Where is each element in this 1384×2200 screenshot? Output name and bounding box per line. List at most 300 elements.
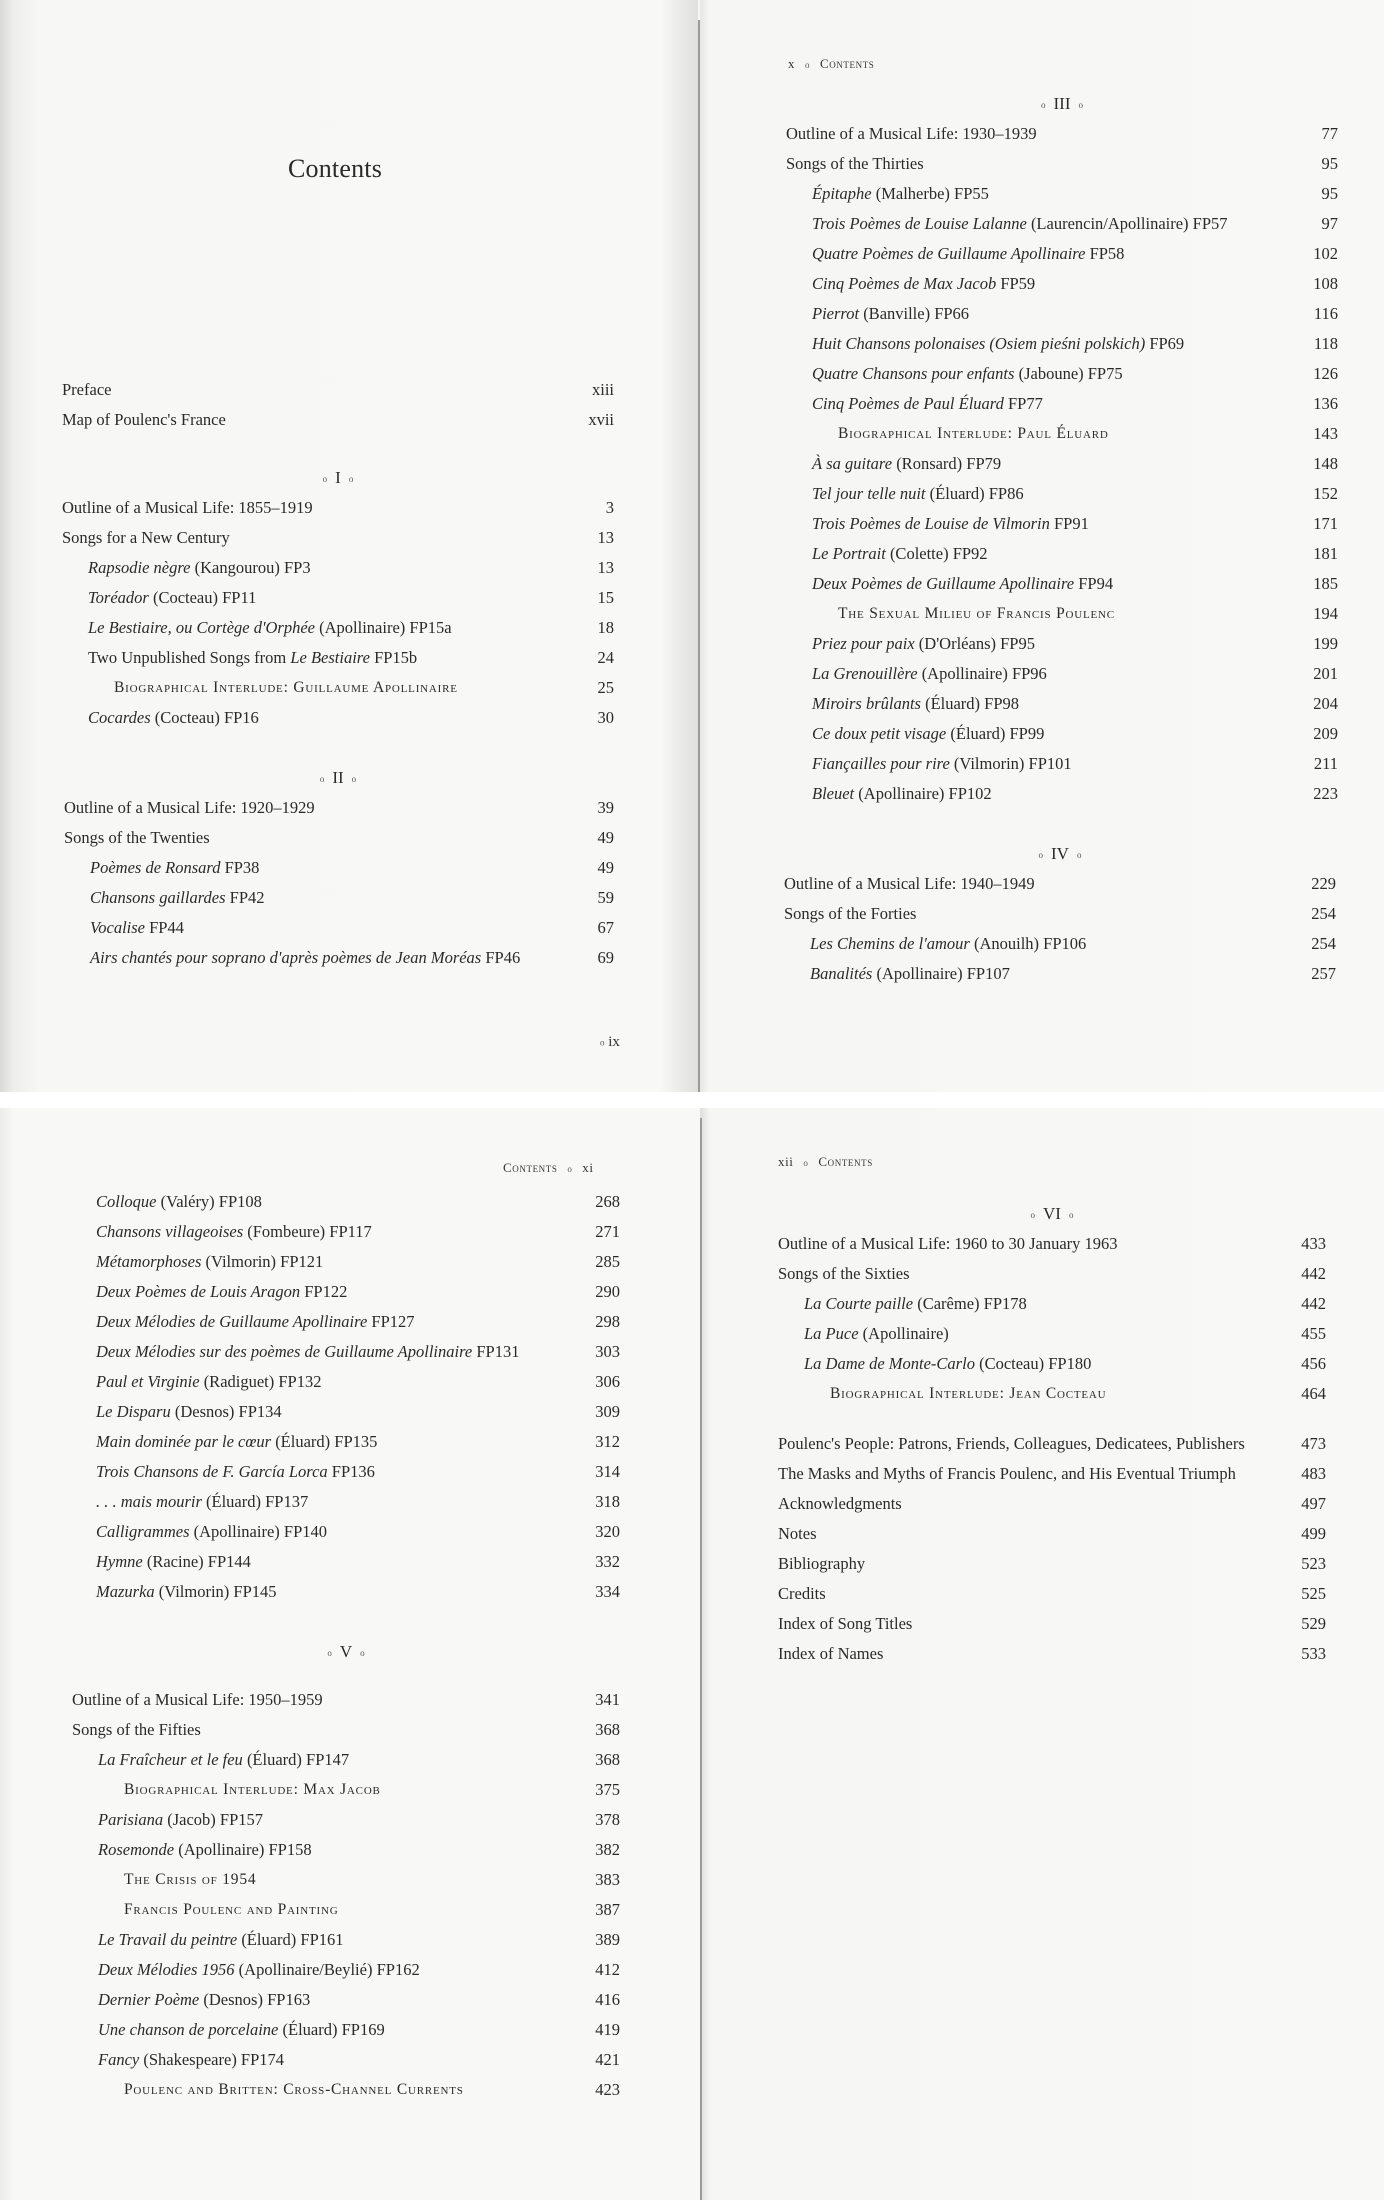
toc-entry-page-number: 318 (595, 1492, 620, 1511)
running-head-label: Contents (503, 1160, 558, 1175)
toc-entry-work-title: Cinq Poèmes de Paul Éluard (812, 394, 1004, 413)
toc-entry-title (62, 526, 230, 550)
toc-entry-work-title: Fiançailles pour rire (812, 754, 950, 773)
toc-entry-title (804, 1352, 1091, 1376)
toc-entry-page-number: 268 (595, 1192, 620, 1211)
toc-entry-title (96, 1400, 282, 1424)
toc-entry-title (812, 242, 1124, 266)
toc-song-entry (72, 1988, 620, 2012)
toc-entry-title-text: Outline of a Musical Life: 1950–1959 (72, 1690, 323, 1709)
toc-entry-title (812, 362, 1123, 386)
toc-entry-title-detail: (Laurencin/Apollinaire) FP57 (1026, 214, 1228, 233)
toc-song-entry (786, 752, 1338, 776)
toc-entry-work-title: Huit Chansons polonaises (Osiem pieśni polskich) (812, 334, 1146, 353)
toc-entry-page-number: 211 (1313, 754, 1338, 773)
toc-entry-work-title: Trois Poèmes de Louise Lalanne (812, 214, 1027, 233)
toc-entry (64, 826, 614, 850)
toc-entry-title (812, 632, 1035, 656)
toc-entry-page-number: 309 (595, 1402, 620, 1421)
toc-entry-title-detail: (Racine) FP144 (142, 1552, 251, 1571)
toc-entry-work-title: Deux Poèmes de Guillaume Apollinaire (812, 574, 1075, 593)
toc-song-entry (786, 392, 1338, 416)
toc-entry-page-number: 152 (1313, 484, 1338, 503)
toc-entry-title-detail: (Kangourou) FP3 (190, 558, 311, 577)
toc-entry-work-title: Le Disparu (96, 1402, 171, 1421)
toc-entry-title (96, 1280, 347, 1304)
toc-song-entry (778, 1322, 1326, 1346)
toc-song-entry (786, 332, 1338, 356)
toc-song-entry (786, 482, 1338, 506)
toc-entry-page-number: 209 (1313, 724, 1338, 743)
toc-entry-title-detail: (Malherbe) FP55 (871, 184, 989, 203)
toc-entry-page-number: 525 (1301, 1584, 1326, 1603)
gutter-line (698, 20, 700, 1092)
toc-entry-work-title: Deux Mélodies sur des poèmes de Guillaume Apollinaire (96, 1342, 473, 1361)
toc-song-entry (64, 916, 614, 940)
toc-entry-page-number: 433 (1301, 1234, 1326, 1253)
toc-entry-title-text: Songs of the Thirties (786, 154, 924, 173)
toc-entry-title-detail: (Apollinaire) FP102 (854, 784, 992, 803)
toc-entry (778, 1642, 1326, 1666)
toc-entry-title-detail: (Éluard) FP99 (946, 724, 1045, 743)
toc-entry-title (786, 152, 924, 176)
toc-entry-title-text: Two Unpublished Songs from (88, 648, 291, 667)
toc-entry-title-text: Bibliography (778, 1554, 866, 1573)
toc-entry-work-title: Airs chantés pour soprano d'après poèmes de Jean Moréas (90, 948, 482, 967)
toc-entry-page-number: 223 (1313, 784, 1338, 803)
toc-entry-work-title: Épitaphe (812, 184, 872, 203)
toc-entry-work-title: Cinq Poèmes de Max Jacob (812, 274, 997, 293)
bullet-icon: o (360, 1648, 365, 1659)
toc-entry-title (812, 482, 1024, 506)
gutter-line (700, 1118, 702, 2200)
toc-song-entry (784, 932, 1336, 956)
toc-entry-page-number: 67 (597, 918, 614, 937)
toc-song-entry (786, 782, 1338, 806)
toc-entry-title-text: Index of Song Titles (778, 1614, 913, 1633)
part-numeral: III (1053, 94, 1071, 113)
toc-entry-page-number: 254 (1311, 904, 1336, 923)
toc-entry-title (96, 1580, 277, 1604)
toc-entry-page-number: 412 (595, 1960, 620, 1979)
toc-entry-title (778, 1582, 826, 1606)
toc-song-entry (62, 556, 614, 580)
toc-entry (62, 378, 614, 402)
toc-song-entry (64, 946, 614, 970)
toc-entry-title (62, 408, 226, 432)
toc-entry-title (778, 1612, 912, 1636)
toc-entry-title-detail: FP94 (1074, 574, 1114, 593)
toc-entry-title-detail: (Jacob) FP157 (163, 1810, 264, 1829)
toc-entry-work-title: Trois Chansons de F. García Lorca (96, 1462, 328, 1481)
toc-entry-title (72, 1688, 323, 1712)
toc-entry-title (90, 946, 520, 970)
toc-entry (778, 1232, 1326, 1256)
toc-entry-title-detail: (Apollinaire) FP107 (872, 964, 1010, 983)
running-head (778, 1154, 873, 1170)
toc-entry-title-detail: (Jaboune) FP75 (1014, 364, 1123, 383)
toc-entry-title (812, 752, 1072, 776)
toc-song-entry (786, 662, 1338, 686)
toc-interlude-entry (72, 1778, 620, 1802)
toc-entry-title-detail: (Radiguet) FP132 (199, 1372, 322, 1391)
toc-entry-page-number: 334 (595, 1582, 620, 1601)
toc-song-entry (70, 1340, 620, 1364)
toc-entry-title (812, 452, 1001, 476)
toc-entry-title-text: Biographical Interlude: Jean Cocteau (830, 1385, 1107, 1402)
toc-entry-page-number: 456 (1301, 1354, 1326, 1373)
toc-entry-title (778, 1462, 1236, 1486)
toc-entry-title (786, 122, 1037, 146)
toc-entry-title-detail: FP15b (369, 648, 418, 667)
toc-entry (778, 1432, 1326, 1456)
toc-song-entry (786, 242, 1338, 266)
toc-entry-title (96, 1370, 321, 1394)
toc-entry-page-number: 254 (1311, 934, 1336, 953)
toc-entry-work-title: Banalités (810, 964, 873, 983)
toc-entry-title-detail: (Cocteau) FP180 (974, 1354, 1092, 1373)
toc-entry-work-title: Colloque (96, 1192, 157, 1211)
page-footer (600, 1034, 620, 1051)
toc-entry-title-text: Acknowledgments (778, 1494, 902, 1513)
toc-entry-title (812, 662, 1047, 686)
toc-song-entry (786, 512, 1338, 536)
toc-entry-title-detail: (Carême) FP178 (913, 1294, 1027, 1313)
toc-entry-page-number: 229 (1311, 874, 1336, 893)
toc-entry-page-number: 421 (595, 2050, 620, 2069)
toc-entry-title (812, 782, 992, 806)
toc-entry-page-number: 199 (1313, 634, 1338, 653)
toc-entry-title (90, 916, 184, 940)
bullet-icon: o (1038, 850, 1044, 861)
toc-entry-title-text: Francis Poulenc and Painting (124, 1901, 339, 1918)
toc-entry-title-detail: FP136 (327, 1462, 375, 1481)
toc-entry-title-detail: (Éluard) FP135 (271, 1432, 378, 1451)
toc-entry-work-title: Le Bestiaire (290, 648, 370, 667)
toc-entry-page-number: 69 (597, 948, 614, 967)
toc-entry-page-number: 473 (1301, 1434, 1326, 1453)
toc-entry-title (784, 872, 1035, 896)
toc-interlude-entry (786, 422, 1338, 446)
part-numeral: V (339, 1642, 353, 1661)
toc-entry-page-number: 383 (595, 1870, 620, 1889)
toc-interlude-entry (72, 1898, 620, 1922)
bullet-icon: o (567, 1164, 573, 1175)
toc-entry-title-detail: FP38 (220, 858, 260, 877)
toc-entry-title-detail: (Valéry) FP108 (156, 1192, 262, 1211)
toc-entry-work-title: Rosemonde (98, 1840, 175, 1859)
toc-entry-page-number: 423 (595, 2080, 620, 2099)
folio: xi (582, 1160, 594, 1175)
toc-entry-page-number: 387 (595, 1900, 620, 1919)
toc-entry-page-number: 59 (597, 888, 614, 907)
toc-entry-title (90, 886, 265, 910)
toc-entry-title-text: Biographical Interlude: Max Jacob (124, 1781, 381, 1798)
page-xi (0, 1108, 700, 2200)
toc-song-entry (70, 1250, 620, 1274)
toc-entry-title-detail: FP131 (472, 1342, 520, 1361)
toc-entry-title-detail: (Apollinaire) FP15a (315, 618, 452, 637)
toc-interlude-entry (62, 676, 614, 700)
toc-entry-page-number: 95 (1321, 184, 1338, 203)
toc-entry-work-title: La Puce (804, 1324, 859, 1343)
toc-entry-page-number: 483 (1301, 1464, 1326, 1483)
toc-entry-title-detail: (Apollinaire) FP140 (189, 1522, 328, 1541)
toc-entry-work-title: Main dominée par le cœur (96, 1432, 272, 1451)
toc-entry-title (812, 302, 969, 326)
toc-song-entry (786, 632, 1338, 656)
toc-entry-work-title: À sa guitare (812, 454, 893, 473)
toc-entry-title-detail: FP59 (996, 274, 1036, 293)
toc-entry-page-number: 442 (1301, 1294, 1326, 1313)
toc-song-entry (786, 692, 1338, 716)
toc-song-entry (70, 1190, 620, 1214)
toc-song-entry (70, 1580, 620, 1604)
toc-entry-title-text: Outline of a Musical Life: 1855–1919 (62, 498, 313, 517)
toc-entry-work-title: Les Chemins de l'amour (810, 934, 970, 953)
toc-song-entry (62, 616, 614, 640)
toc-song-entry (72, 1808, 620, 1832)
page-ix (0, 0, 700, 1092)
toc-song-entry (70, 1430, 620, 1454)
toc-entry-page-number: 320 (595, 1522, 620, 1541)
toc-entry (784, 872, 1336, 896)
toc-entry-page-number: 389 (595, 1930, 620, 1949)
toc-entry-work-title: Le Travail du peintre (98, 1930, 238, 1949)
toc-entry-work-title: Deux Mélodies 1956 (98, 1960, 235, 1979)
toc-entry (786, 152, 1338, 176)
folio: ix (608, 1034, 620, 1050)
toc-entry-title (812, 332, 1184, 356)
toc-entry-title-detail: FP44 (145, 918, 184, 937)
part-heading (62, 466, 614, 490)
toc-song-entry (70, 1310, 620, 1334)
toc-entry-title (96, 1250, 323, 1274)
toc-entry-work-title: Chansons gaillardes (90, 888, 226, 907)
toc-entry-title (98, 2048, 284, 2072)
toc-entry-title-detail: (Éluard) FP137 (201, 1492, 309, 1511)
toc-entry-page-number: 298 (595, 1312, 620, 1331)
toc-entry-page-number: 30 (597, 708, 614, 727)
toc-entry (62, 408, 614, 432)
toc-entry-page-number: 442 (1301, 1264, 1326, 1283)
toc-entry-title (812, 512, 1089, 536)
toc-entry-page-number: 419 (595, 2020, 620, 2039)
toc-entry-title (838, 602, 1115, 626)
toc-entry-title (96, 1220, 372, 1244)
toc-entry-page-number: 257 (1311, 964, 1336, 983)
toc-entry-title-text: Poulenc's People: Patrons, Friends, Colleagues, Dedicatees, Publishers (778, 1434, 1245, 1453)
toc-entry-title-text: Map of Poulenc's France (62, 410, 226, 429)
toc-entry-work-title: La Dame de Monte-Carlo (804, 1354, 975, 1373)
toc-song-entry (72, 1748, 620, 1772)
toc-entry-page-number: xvii (588, 410, 614, 429)
toc-entry-title-detail: FP58 (1085, 244, 1125, 263)
toc-entry-page-number: 102 (1313, 244, 1338, 263)
toc-entry-title-detail: FP69 (1145, 334, 1185, 353)
toc-song-entry (786, 722, 1338, 746)
toc-entry-work-title: La Grenouillère (812, 664, 918, 683)
toc-entry-title-detail: FP77 (1003, 394, 1043, 413)
toc-entry-title (830, 1382, 1106, 1406)
toc-entry-title-detail: (Vilmorin) FP121 (201, 1252, 324, 1271)
toc-entry-title (88, 646, 417, 670)
toc-entry-work-title: Quatre Poèmes de Guillaume Apollinaire (812, 244, 1086, 263)
toc-entry-title-detail: (Apollinaire) FP158 (174, 1840, 312, 1859)
toc-interlude-entry (72, 2078, 620, 2102)
toc-entry-page-number: 171 (1313, 514, 1338, 533)
toc-entry-title (804, 1322, 949, 1346)
toc-entry-page-number: 497 (1301, 1494, 1326, 1513)
toc-entry-title-detail: (Apollinaire/Beylié) FP162 (234, 1960, 420, 1979)
bullet-icon: o (327, 1648, 332, 1659)
toc-entry-title-detail: (Éluard) FP169 (278, 2020, 385, 2039)
toc-entry-title (96, 1550, 251, 1574)
toc-entry-title (88, 586, 256, 610)
toc-entry-page-number: xiii (591, 380, 614, 399)
toc-entry-page-number: 24 (597, 648, 614, 667)
toc-song-entry (70, 1520, 620, 1544)
toc-entry-page-number: 201 (1313, 664, 1338, 683)
toc-entry-title-text: Index of Names (778, 1644, 884, 1663)
toc-song-entry (70, 1550, 620, 1574)
toc-entry-work-title: Poèmes de Ronsard (90, 858, 221, 877)
toc-entry-title (812, 572, 1113, 596)
toc-entry-title-text: Poulenc and Britten: Cross-Channel Currents (124, 2081, 464, 2098)
toc-entry-work-title: Pierrot (812, 304, 860, 323)
running-head (788, 56, 874, 72)
toc-song-entry (778, 1292, 1326, 1316)
toc-song-entry (70, 1460, 620, 1484)
toc-entry-title (96, 1340, 519, 1364)
toc-entry-title (778, 1232, 1118, 1256)
toc-entry-page-number: 332 (595, 1552, 620, 1571)
toc-entry-page-number: 290 (595, 1282, 620, 1301)
toc-entry-title-text: Songs of the Fifties (72, 1720, 201, 1739)
toc-entry-title-detail: (Vilmorin) FP101 (949, 754, 1072, 773)
toc-entry-title (812, 212, 1228, 236)
toc-entry (778, 1462, 1326, 1486)
toc-entry-page-number: 499 (1301, 1524, 1326, 1543)
toc-entry-title-text: Biographical Interlude: Guillaume Apollinaire (114, 679, 458, 696)
toc-entry-title (124, 2078, 464, 2102)
toc-entry-title (838, 422, 1109, 446)
toc-entry-title (784, 902, 916, 926)
folio: x (788, 56, 796, 71)
toc-entry-work-title: Cocardes (88, 708, 151, 727)
bullet-icon: o (1041, 100, 1046, 111)
toc-entry-page-number: 375 (595, 1780, 620, 1799)
toc-entry-work-title: Une chanson de porcelaine (98, 2020, 279, 2039)
bullet-icon: o (1068, 1210, 1074, 1221)
toc-entry-page-number: 271 (595, 1222, 620, 1241)
toc-entry-page-number: 382 (595, 1840, 620, 1859)
toc-entry-title (98, 2018, 385, 2042)
toc-song-entry (70, 1490, 620, 1514)
toc-entry-title (778, 1642, 883, 1666)
toc-entry-title-detail: FP46 (481, 948, 521, 967)
toc-entry-title (98, 1838, 312, 1862)
toc-song-entry (786, 542, 1338, 566)
toc-entry-page-number: 15 (597, 588, 614, 607)
toc-entry-title (88, 556, 311, 580)
toc-entry-title-text: Outline of a Musical Life: 1920–1929 (64, 798, 315, 817)
toc-entry-title-detail: FP91 (1049, 514, 1089, 533)
toc-entry-title-detail: (Anouilh) FP106 (969, 934, 1087, 953)
toc-entry-title (778, 1552, 865, 1576)
running-head-label: Contents (819, 56, 875, 71)
toc-entry-page-number: 314 (595, 1462, 620, 1481)
toc-entry-page-number: 108 (1313, 274, 1338, 293)
running-head (503, 1160, 594, 1176)
bullet-icon: o (351, 774, 357, 785)
toc-interlude-entry (72, 1868, 620, 1892)
toc-entry-title-text: The Sexual Milieu of Francis Poulenc (838, 605, 1115, 622)
toc-entry-page-number: 529 (1301, 1614, 1326, 1633)
toc-entry-title (98, 1988, 310, 2012)
toc-entry-title (90, 856, 259, 880)
toc-entry-work-title: La Fraîcheur et le feu (98, 1750, 243, 1769)
toc-entry-page-number: 181 (1313, 544, 1338, 563)
part-heading (786, 92, 1338, 116)
toc-entry-page-number: 118 (1313, 334, 1338, 353)
toc-entry-work-title: Mazurka (96, 1582, 155, 1601)
toc-entry-title (810, 932, 1086, 956)
toc-entry-title (124, 1778, 381, 1802)
toc-song-entry (70, 1400, 620, 1424)
toc-entry-work-title: Deux Mélodies de Guillaume Apollinaire (96, 1312, 368, 1331)
part-heading (778, 1202, 1326, 1226)
toc-entry-title-text: The Crisis of 1954 (124, 1871, 257, 1888)
toc-interlude-entry (778, 1382, 1326, 1406)
toc-entry-title (62, 378, 111, 402)
toc-entry-title (124, 1898, 339, 1922)
toc-entry-title-detail: (Cocteau) FP16 (150, 708, 259, 727)
toc-entry-title-detail: (Cocteau) FP11 (148, 588, 257, 607)
toc-song-entry (778, 1352, 1326, 1376)
toc-entry-page-number: 306 (595, 1372, 620, 1391)
toc-song-entry (786, 572, 1338, 596)
toc-entry-title (98, 1748, 349, 1772)
toc-entry (64, 796, 614, 820)
toc-entry-title-text: Biographical Interlude: Paul Éluard (838, 425, 1109, 442)
bullet-icon: o (803, 1158, 809, 1169)
toc-entry-title-detail: FP127 (367, 1312, 415, 1331)
toc-entry-title-detail: (Shakespeare) FP174 (139, 2050, 285, 2069)
toc-entry-title (812, 722, 1044, 746)
toc-song-entry (72, 1928, 620, 1952)
toc-entry-work-title: Parisiana (98, 1810, 164, 1829)
toc-entry-title (96, 1490, 308, 1514)
toc-entry-title-text: Songs of the Twenties (64, 828, 210, 847)
toc-entry-work-title: Chansons villageoises (96, 1222, 244, 1241)
toc-entry (786, 122, 1338, 146)
toc-entry-work-title: Paul et Virginie (96, 1372, 200, 1391)
folio: xii (778, 1154, 794, 1169)
toc-entry-title (812, 272, 1035, 296)
toc-entry-page-number: 533 (1301, 1644, 1326, 1663)
toc-entry-title-text: Credits (778, 1584, 826, 1603)
toc-song-entry (786, 182, 1338, 206)
toc-song-entry (64, 856, 614, 880)
toc-entry-page-number: 136 (1313, 394, 1338, 413)
part-numeral: I (335, 468, 341, 487)
toc-entry-page-number: 303 (595, 1342, 620, 1361)
toc-entry-title (98, 1928, 344, 1952)
part-numeral: II (332, 768, 344, 787)
toc-entry-work-title: Le Bestiaire, ou Cortège d'Orphée (88, 618, 316, 637)
toc-entry-title-text: Outline of a Musical Life: 1960 to 30 January 1963 (778, 1234, 1118, 1253)
